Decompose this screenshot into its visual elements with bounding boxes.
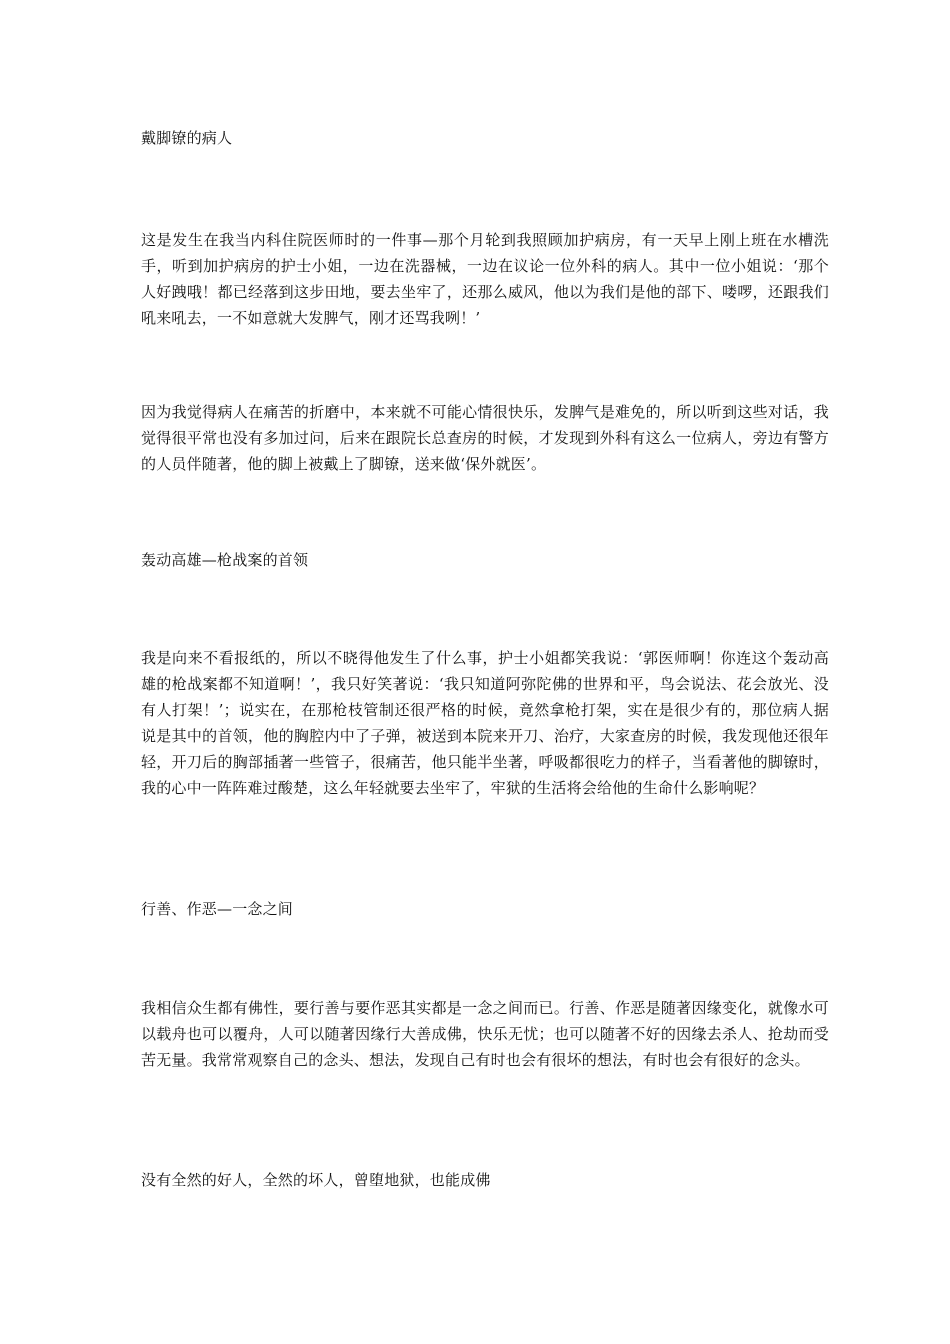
section-heading-3: 行善、作恶—一念之间 xyxy=(141,900,294,918)
paragraph-3: 我是向来不看报纸的，所以不晓得他发生了什么事，护士小姐都笑我说：‘郭医师啊！你连这个轰动高雄的枪战案都不知道啊！’，我只好笑著说：‘我只知道阿弥陀佛的世界和平，鸟会说法、花会放光、没有人打架！’；说实在，在那枪枝管制还很严格的时候，竟然拿枪打架，实在是很少有的，那位病人据说是其中的首领，他的胸腔内中了子弹，被送到本院来开刀、治疗，大家查房的时候，我发现他还很年轻，开刀后的胸部插著一些管子，很痛苦，他只能半坐著，呼吸都很吃力的样子，当看著他的脚镣时，我的心中一阵阵难过酸楚，这么年轻就要去坐牢了，牢狱的生活将会给他的生命什么影响呢？ xyxy=(141,649,829,797)
section-heading-2: 轰动高雄—枪战案的首领 xyxy=(141,551,309,569)
paragraph-2: 因为我觉得病人在痛苦的折磨中，本来就不可能心情很快乐，发脾气是难免的，所以听到这些对话，我觉得很平常也没有多加过问，后来在跟院长总查房的时候，才发现到外科有这么一位病人，旁边有警方的人员伴随著，他的脚上被戴上了脚镣，送来做‘保外就医’。 xyxy=(141,403,829,473)
paragraph-1: 这是发生在我当内科住院医师时的一件事—那个月轮到我照顾加护病房，有一天早上刚上班在水槽洗手，听到加护病房的护士小姐，一边在洗器械，一边在议论一位外科的病人。其中一位小姐说：‘那个人好跩哦！都已经落到这步田地，要去坐牢了，还那么威风，他以为我们是他的部下、喽啰，还跟我们吼来吼去，一不如意就大发脾气，刚才还骂我咧！’ xyxy=(141,231,829,327)
paragraph-4: 我相信众生都有佛性，要行善与要作恶其实都是一念之间而已。行善、作恶是随著因缘变化，就像水可以载舟也可以覆舟，人可以随著因缘行大善成佛，快乐无忧；也可以随著不好的因缘去杀人、抢劫而受苦无量。我常常观察自己的念头、想法，发现自己有时也会有很坏的想法，有时也会有很好的念头。 xyxy=(141,999,829,1069)
section-heading-1: 戴脚镣的病人 xyxy=(141,129,233,147)
section-heading-4: 没有全然的好人，全然的坏人，曾堕地狱，也能成佛 xyxy=(141,1171,491,1189)
